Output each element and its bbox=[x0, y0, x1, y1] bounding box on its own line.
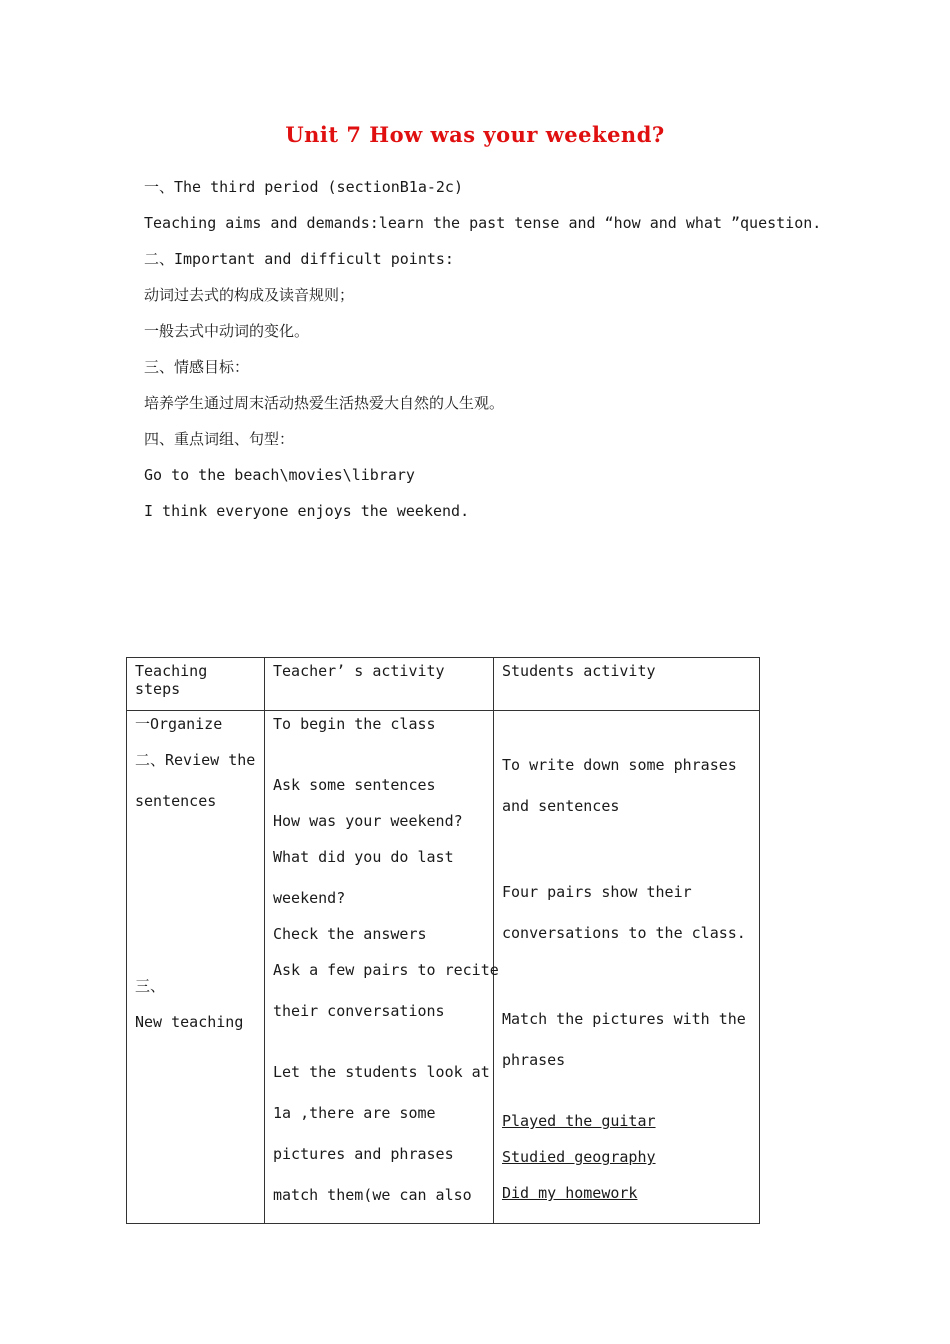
key-phrase: Go to the beach\movies\library bbox=[144, 466, 415, 484]
phrase-did-homework: Did my homework bbox=[502, 1184, 638, 1202]
students-line: and sentences bbox=[502, 797, 620, 815]
section-three-heading: 三、情感目标： bbox=[144, 358, 250, 376]
teaching-aims: Teaching aims and demands:learn the past tense and “how and what ”question. bbox=[144, 214, 822, 232]
teacher-line: 1a ,there are some bbox=[273, 1104, 436, 1122]
teaching-plan-table bbox=[126, 657, 760, 1224]
phrase-studied-geography: Studied geography bbox=[502, 1148, 656, 1166]
header-teacher-activity: Teacher’ s activity bbox=[265, 658, 494, 711]
phrase-played-guitar: Played the guitar bbox=[502, 1112, 656, 1130]
header-teaching-steps: Teaching steps bbox=[127, 658, 265, 711]
teacher-line: pictures and phrases bbox=[273, 1145, 454, 1163]
step-new-teaching: New teaching bbox=[135, 1013, 244, 1031]
header-students-activity: Students activity bbox=[494, 658, 760, 711]
teacher-line: Let the students look at bbox=[273, 1063, 490, 1081]
key-sentence: I think everyone enjoys the weekend. bbox=[144, 502, 470, 520]
step-three: 三、 bbox=[135, 977, 166, 995]
step-review-cont: sentences bbox=[135, 792, 217, 810]
teacher-line: Ask a few pairs to recite bbox=[273, 961, 499, 979]
students-cell bbox=[494, 711, 760, 1224]
section-one-heading: 一、The third period (sectionB1a-2c) bbox=[144, 178, 463, 196]
key-point-1: 动词过去式的构成及读音规则； bbox=[144, 286, 355, 304]
teacher-cell bbox=[265, 711, 499, 1224]
students-line: conversations to the class. bbox=[502, 924, 746, 942]
table-header-row bbox=[127, 658, 760, 711]
teacher-line: How was your weekend? bbox=[273, 812, 463, 830]
teacher-line: To begin the class bbox=[273, 715, 436, 733]
key-point-2: 一般去式中动词的变化。 bbox=[144, 322, 310, 340]
section-four-heading: 四、重点词组、句型： bbox=[144, 430, 295, 448]
students-line: To write down some phrases bbox=[502, 756, 737, 774]
page-title: Unit 7 How was your weekend? bbox=[285, 122, 665, 147]
steps-cell bbox=[127, 711, 265, 1224]
step-organize: 一Organize bbox=[135, 715, 223, 733]
teacher-line: Ask some sentences bbox=[273, 776, 436, 794]
teacher-line: match them(we can also bbox=[273, 1186, 472, 1204]
teacher-line: What did you do last bbox=[273, 848, 454, 866]
step-review: 二、Review the bbox=[135, 751, 256, 769]
students-line: Match the pictures with the bbox=[502, 1010, 746, 1028]
students-line: Four pairs show their bbox=[502, 883, 692, 901]
section-two-heading: 二、Important and difficult points: bbox=[144, 250, 454, 268]
teacher-line: Check the answers bbox=[273, 925, 427, 943]
table-row bbox=[127, 711, 760, 1224]
emotional-goal: 培养学生通过周末活动热爱生活热爱大自然的人生观。 bbox=[144, 394, 505, 412]
teacher-line: their conversations bbox=[273, 1002, 445, 1020]
teacher-line: weekend? bbox=[273, 889, 346, 907]
students-line: phrases bbox=[502, 1051, 566, 1069]
